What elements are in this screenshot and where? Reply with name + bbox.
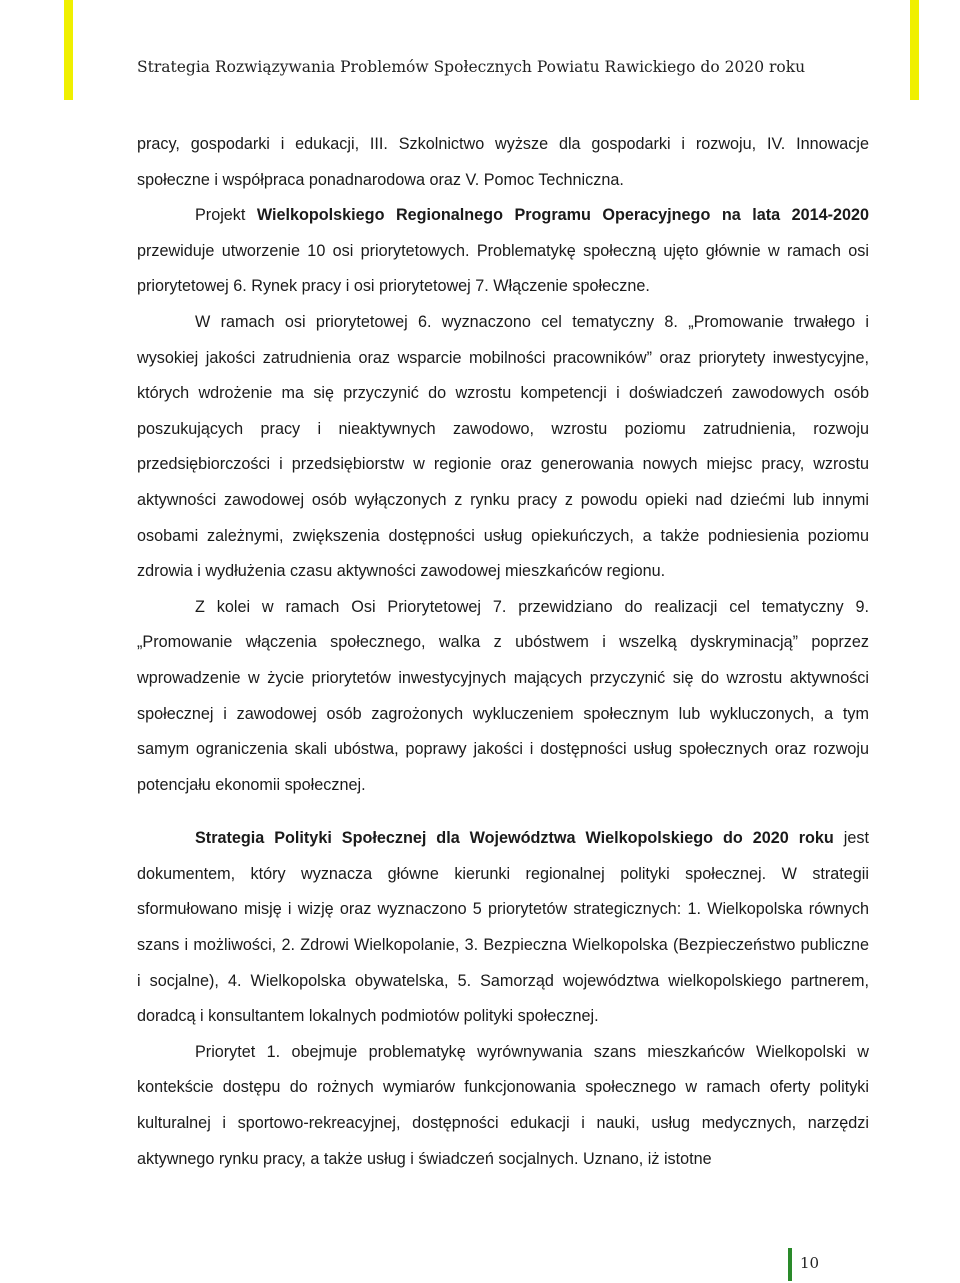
paragraph-2-rest: przewiduje utworzenie 10 osi priorytetowych. Problematykę społeczną ujęto głównie w ramach osi priorytetowej 6. Rynek pracy i osi priorytetowej 7. Włączenie społeczne. — [137, 241, 869, 296]
paragraph-2 — [137, 198, 869, 305]
paragraph-5-rest: jest dokumentem, który wyznacza główne kierunki regionalnej polityki społecznej. W strategii sformułowano misję i wizję oraz wyznaczono 5 priorytetów strategicznych: 1. Wielkopolska równych szans i możliwości, 2. Zdrowi Wielkopolanie, 3. Bezpieczna Wielkopolska (Bezpieczeństwo publiczne i socjalne), 4. Wielkopolska obywatelska, 5. Samorząd województwa wielkopolskiego partnerem, doradcą i konsultantem lokalnych podmiotów polityki społecznej. — [137, 829, 869, 1026]
page-number: 10 — [800, 1254, 820, 1272]
header-accent-bar-right — [910, 0, 919, 100]
paragraph-5-bold-title: Strategia Polityki Społecznej dla Województwa Wielkopolskiego do 2020 roku — [195, 829, 834, 848]
page-number-accent-bar — [788, 1248, 792, 1281]
document-body — [137, 127, 869, 1177]
paragraph-5 — [137, 821, 869, 1035]
header-accent-bar-left — [64, 0, 73, 100]
paragraph-3: W ramach osi priorytetowej 6. wyznaczono cel tematyczny 8. „Promowanie trwałego i wysokiej jakości zatrudnienia oraz wsparcie mobilności pracowników” oraz priorytety inwestycyjne, których wdrożenie ma się przyczynić do wzrostu kompetencji i doświadczeń zawodowych osób poszukujących pracy i nieaktywnych zawodowo, wzrostu poziomu zatrudnienia, rozwoju przedsiębiorczości i przedsiębiorstw w regionie oraz generowania nowych miejsc pracy, wzrostu aktywności zawodowej osób wyłączonych z rynku pracy z powodu opieki nad dziećmi lub innymi osobami zależnymi, zwiększenia dostępności usług opiekuńczych, a także podniesienia poziomu zdrowia i wydłużenia czasu aktywności zawodowej mieszkańców regionu. — [137, 312, 869, 581]
paragraph-2-lead: Projekt — [195, 206, 257, 225]
paragraph-1: pracy, gospodarki i edukacji, III. Szkolnictwo wyższe dla gospodarki i rozwoju, IV. Innowacje społeczne i współpraca ponadnarodowa oraz V. Pomoc Techniczna. — [137, 135, 869, 189]
paragraph-4: Z kolei w ramach Osi Priorytetowej 7. przewidziano do realizacji cel tematyczny 9. „Promowanie włączenia społecznego, walka z ubóstwem i wszelką dyskryminacją” poprzez wprowadzenie w życie priorytetów inwestycyjnych mających przyczynić się do wzrostu aktywności społecznej i zawodowej osób zagrożonych wykluczeniem społecznym lub wykluczonych, a tym samym ograniczenia skali ubóstwa, poprawy jakości i dostępności usług społecznych oraz rozwoju potencjału ekonomii społecznej. — [137, 597, 869, 794]
paragraph-2-bold-title: Wielkopolskiego Regionalnego Programu Operacyjnego na lata 2014-2020 — [256, 206, 869, 225]
running-header: Strategia Rozwiązywania Problemów Społecznych Powiatu Rawickiego do 2020 roku — [137, 58, 806, 76]
paragraph-6: Priorytet 1. obejmuje problematykę wyrównywania szans mieszkańców Wielkopolski w kontekście dostępu do rożnych wymiarów funkcjonowania społecznego w ramach oferty polityki kulturalnej i sportowo-rekreacyjnej, dostępności edukacji i nauki, usług medycznych, narzędzi aktywnego rynku pracy, a także usług i świadczeń socjalnych. Uznano, iż istotne — [137, 1042, 869, 1168]
